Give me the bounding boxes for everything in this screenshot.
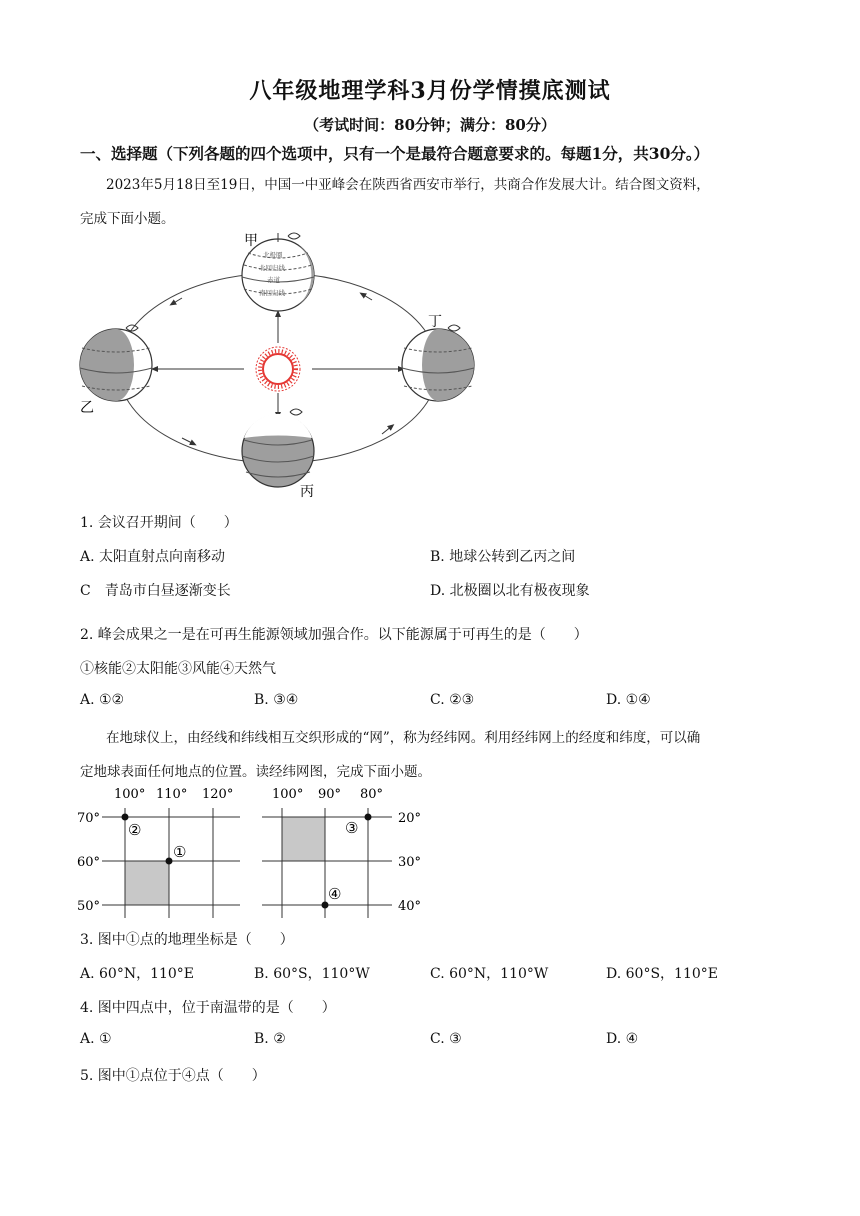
q2-option-c[interactable]: C. ②③ — [430, 692, 475, 708]
lat-label: 60° — [77, 855, 101, 870]
q3-option-b[interactable]: B. 60°S，110°W — [254, 966, 370, 982]
orbit-arrow-icon — [362, 294, 372, 300]
lat-label: 30° — [398, 855, 422, 870]
q4-stem: 4. 图中四点中，位于南温带的是（ ） — [80, 1000, 336, 1016]
q2-option-d[interactable]: D. ①④ — [606, 692, 651, 708]
rotation-arrow-icon — [290, 409, 302, 415]
q2-option-b[interactable]: B. ③④ — [254, 692, 299, 708]
q3-stem: 3. 图中①点的地理坐标是（ ） — [80, 932, 294, 948]
q4-option-a[interactable]: A. ① — [80, 1031, 112, 1047]
point-2 — [122, 814, 129, 821]
globe-line-label: 北回归线 — [259, 264, 285, 272]
orbit-arrow-icon — [382, 426, 392, 434]
lat-label: 40° — [398, 899, 422, 914]
grid-right — [262, 787, 421, 918]
q1-stem: 1. 会议召开期间（ ） — [80, 515, 238, 531]
passage2-line1: 在地球仪上，由经线和纬线相互交织形成的“网”，称为经纬网。利用经纬网上的经度和纬度，可以确 — [106, 730, 701, 746]
q5-stem: 5. 图中①点位于④点（ ） — [80, 1068, 266, 1084]
label-ding: 丁 — [428, 314, 442, 330]
q1-option-c[interactable]: C 青岛市白昼逐渐变长 — [80, 583, 231, 599]
globe-yi — [80, 325, 152, 401]
q2-stem: 2. 峰会成果之一是在可再生能源领域加强合作。以下能源属于可再生的是（ ） — [80, 627, 588, 643]
lon-label: 90° — [318, 787, 342, 802]
rotation-arrow-icon — [126, 325, 138, 331]
lon-label: 80° — [360, 787, 384, 802]
label-bing: 丙 — [300, 484, 314, 500]
q1-option-d[interactable]: D. 北极圈以北有极夜现象 — [430, 583, 590, 599]
lat-label: 20° — [398, 811, 422, 826]
q1-option-b[interactable]: B. 地球公转到乙丙之间 — [430, 549, 576, 565]
q3-option-c[interactable]: C. 60°N，110°W — [430, 966, 549, 982]
earth-orbit-diagram — [72, 228, 492, 500]
passage1-line2: 完成下面小题。 — [80, 211, 175, 227]
globe-line-label: 北极圈 — [263, 251, 283, 259]
point-3 — [365, 814, 372, 821]
lat-label: 70° — [77, 811, 101, 826]
point-1 — [166, 858, 173, 865]
q4-option-b[interactable]: B. ② — [254, 1031, 286, 1047]
q4-option-c[interactable]: C. ③ — [430, 1031, 462, 1047]
point-label: ④ — [328, 885, 342, 903]
page-title: 八年级地理学科3月份学情摸底测试 — [249, 78, 611, 104]
sun-icon — [256, 347, 300, 391]
q3-option-a[interactable]: A. 60°N，110°E — [80, 966, 195, 982]
q2-items: ①核能②太阳能③风能④天然气 — [80, 661, 276, 677]
globe-bing — [242, 409, 314, 487]
rotation-arrow-icon — [288, 233, 300, 239]
lon-label: 110° — [156, 787, 188, 802]
point-label: ③ — [345, 819, 359, 837]
section-heading: 一、选择题（下列各题的四个选项中，只有一个是最符合题意要求的。每题1分，共30分。） — [80, 144, 710, 163]
point-label: ② — [128, 821, 142, 839]
label-jia: 甲 — [244, 233, 258, 249]
q2-option-a[interactable]: A. ①② — [80, 692, 125, 708]
point-label: ① — [173, 843, 187, 861]
lon-label: 120° — [202, 787, 234, 802]
lat-lon-grid-diagram — [72, 780, 432, 920]
orbit-arrow-icon — [172, 298, 182, 304]
q1-option-a[interactable]: A. 太阳直射点向南移动 — [80, 549, 226, 565]
q3-option-d[interactable]: D. 60°S，110°E — [606, 966, 718, 982]
lat-label: 50° — [77, 899, 101, 914]
label-yi: 乙 — [80, 400, 94, 416]
globe-ding — [402, 325, 474, 401]
exam-info: （考试时间：80分钟；满分：80分） — [304, 116, 556, 134]
passage1-line1: 2023年5月18日至19日，中国一中亚峰会在陕西省西安市举行，共商合作发展大计。结合图文资料， — [106, 177, 710, 193]
q4-option-d[interactable]: D. ④ — [606, 1031, 639, 1047]
lon-label: 100° — [114, 787, 146, 802]
rotation-arrow-icon — [448, 325, 460, 331]
globe-line-label: 赤道 — [267, 276, 280, 284]
grid-left — [77, 787, 240, 918]
globe-line-label: 南回归线 — [259, 289, 285, 297]
orbit-arrow-icon — [182, 438, 194, 444]
passage2-line2: 定地球表面任何地点的位置。读经纬网图，完成下面小题。 — [80, 764, 431, 780]
lon-label: 100° — [272, 787, 304, 802]
